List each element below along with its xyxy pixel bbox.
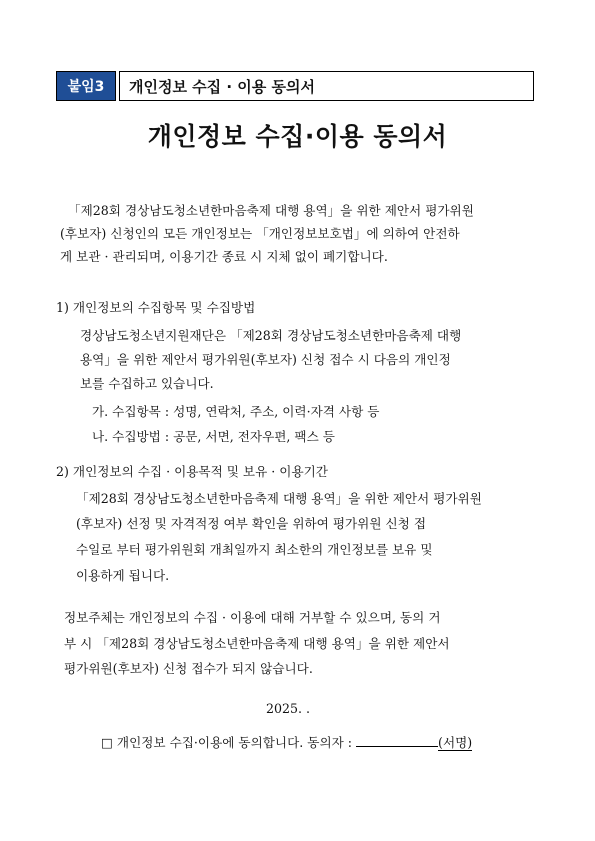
- section2-heading: 2) 개인정보의 수집 · 이용목적 및 보유 · 이용기간: [56, 464, 328, 479]
- intro-line-2: (후보자) 신청인의 모든 개인정보는 「개인정보보호법」에 의하여 안전하: [60, 226, 460, 241]
- section2-body-line-1: 「제28회 경상남도청소년한마음축제 대행 용역」을 위한 제안서 평가위원: [76, 491, 482, 506]
- intro-line-3: 게 보관 · 관리되며, 이용기간 종료 시 지체 없이 폐기합니다.: [60, 249, 388, 264]
- section1-item-1: 가. 수집항목 : 성명, 연락처, 주소, 이력·자격 사항 등: [92, 404, 380, 419]
- signer-label: 동의자 :: [307, 735, 353, 750]
- section1-heading: 1) 개인정보의 수집항목 및 수집방법: [56, 300, 256, 315]
- section1-body-line-3: 보를 수집하고 있습니다.: [80, 376, 214, 391]
- date: 2025. .: [266, 701, 311, 716]
- notice-line-3: 평가위원(후보자) 신청 접수가 되지 않습니다.: [64, 661, 313, 676]
- section2-body-line-2: (후보자) 선정 및 자격적정 여부 확인을 위하여 평가위원 신청 접: [76, 516, 426, 531]
- signature-field[interactable]: [356, 734, 438, 747]
- section1-body-line-1: 경상남도청소년지원재단은 「제28회 경상남도청소년한마음축제 대행: [80, 328, 462, 343]
- consent-checkbox[interactable]: □: [101, 735, 113, 750]
- consent-text: 개인정보 수집·이용에 동의합니다.: [116, 735, 304, 750]
- attachment-header: [56, 71, 534, 101]
- notice-line-1: 정보주체는 개인정보의 수집 · 이용에 대해 거부할 수 있으며, 동의 거: [64, 610, 441, 625]
- sign-label: (서명): [438, 735, 473, 750]
- section2-body-line-3: 수일로 부터 평가위원회 개최일까지 최소한의 개인정보를 보유 및: [76, 542, 433, 557]
- attachment-title: 개인정보 수집 · 이용 동의서: [119, 71, 534, 101]
- consent-line: [101, 731, 472, 754]
- intro-line-1: 「제28회 경상남도청소년한마음축제 대행 용역」을 위한 제안서 평가위원: [68, 203, 474, 218]
- section1-body-line-2: 용역」을 위한 제안서 평가위원(후보자) 신청 접수 시 다음의 개인정: [80, 352, 451, 367]
- document-title: 개인정보 수집·이용 동의서: [147, 122, 448, 151]
- section2-body-line-4: 이용하게 됩니다.: [76, 568, 170, 583]
- notice-line-2: 부 시 「제28회 경상남도청소년한마음축제 대행 용역」을 위한 제안서: [64, 636, 450, 651]
- attachment-tag: 붙임3: [56, 71, 116, 101]
- section1-item-2: 나. 수집방법 : 공문, 서면, 전자우편, 팩스 등: [92, 429, 335, 444]
